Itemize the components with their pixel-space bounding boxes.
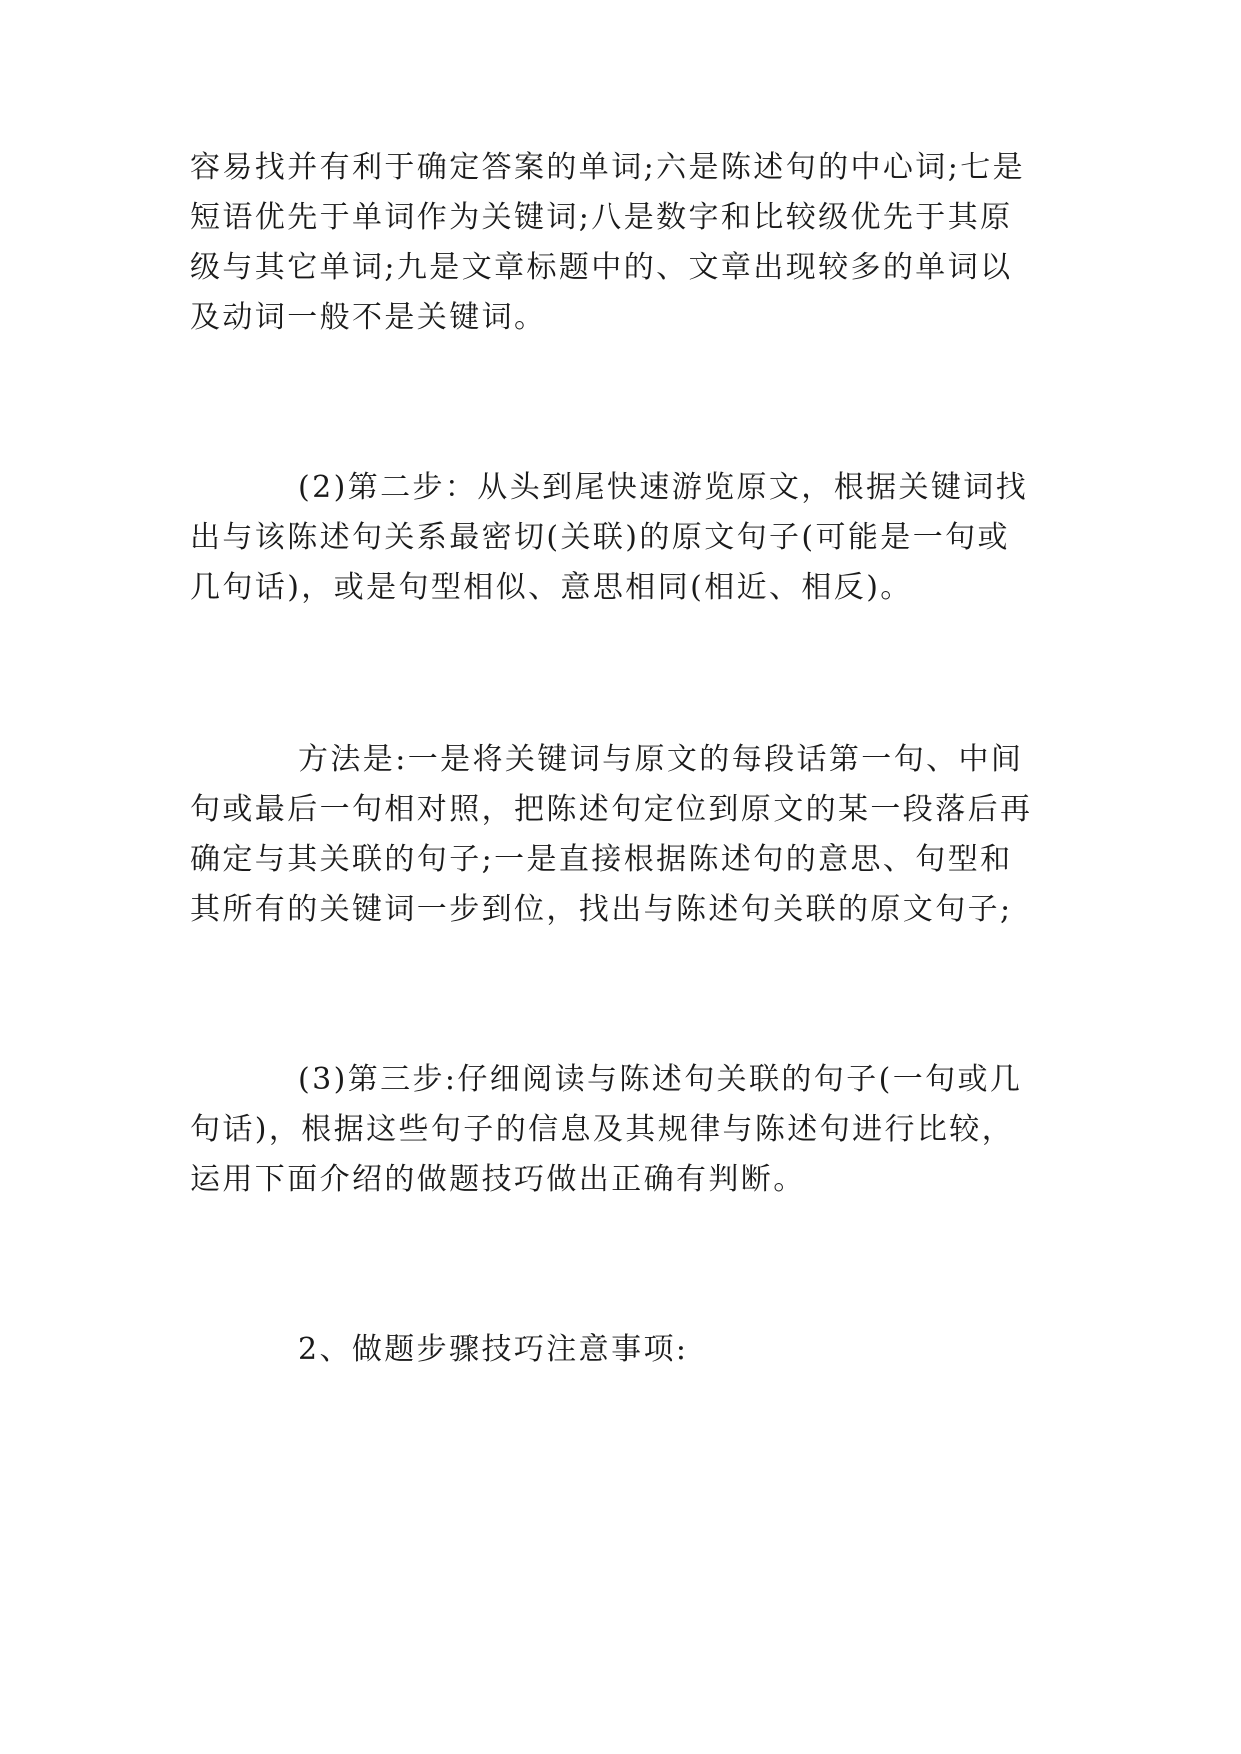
paragraph-3-line-2: 句或最后一句相对照，把陈述句定位到原文的某一段落后再 — [190, 792, 1033, 827]
paragraph-2-line-3: 几句话)，或是句型相似、意思相同(相近、相反)。 — [190, 570, 913, 605]
section-heading: 2、做题步骤技巧注意事项: — [298, 1332, 689, 1367]
paragraph-3-line-3: 确定与其关联的句子;一是直接根据陈述句的意思、句型和 — [190, 842, 1013, 877]
paragraph-2-line-2: 出与该陈述句关系最密切(关联)的原文句子(可能是一句或 — [190, 520, 1010, 555]
paragraph-4-line-3: 运用下面介绍的做题技巧做出正确有判断。 — [190, 1162, 806, 1197]
paragraph-1-line-4: 及动词一般不是关键词。 — [190, 300, 547, 335]
paragraph-2-line-1: (2)第二步：从头到尾快速游览原文，根据关键词找 — [298, 470, 1029, 505]
paragraph-1-line-2: 短语优先于单词作为关键词;八是数字和比较级优先于其原 — [190, 200, 1013, 235]
paragraph-3-line-4: 其所有的关键词一步到位，找出与陈述句关联的原文句子; — [190, 892, 1013, 927]
paragraph-4-line-1: (3)第三步:仔细阅读与陈述句关联的句子(一句或几 — [298, 1062, 1023, 1097]
paragraph-4-line-2: 句话)，根据这些句子的信息及其规律与陈述句进行比较， — [190, 1112, 1015, 1147]
paragraph-3-line-1: 方法是:一是将关键词与原文的每段话第一句、中间 — [298, 742, 1024, 777]
paragraph-1-line-1: 容易找并有利于确定答案的单词;六是陈述句的中心词;七是 — [190, 150, 1026, 185]
paragraph-1-line-3: 级与其它单词;九是文章标题中的、文章出现较多的单词以 — [190, 250, 1013, 285]
